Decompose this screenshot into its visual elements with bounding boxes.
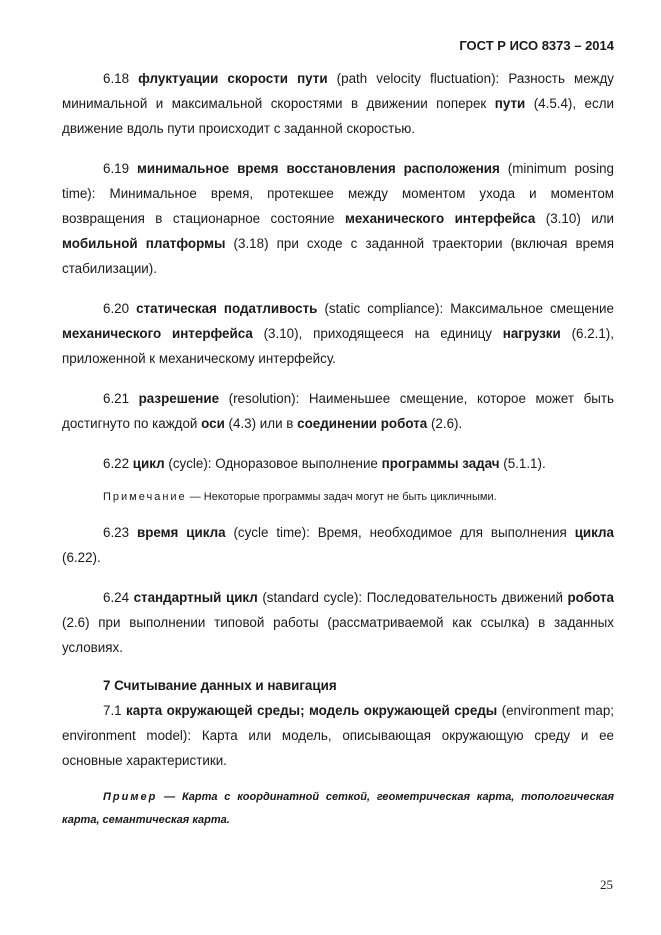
paragraph-7-1 <box>62 698 614 773</box>
text: (standard cycle): Последовательность движений <box>257 590 568 605</box>
example-text: — Карта с координатной сеткой, геометрическая карта, топологическая карта, семантическая карта. <box>62 791 614 826</box>
paragraph-6-18 <box>62 66 614 141</box>
text: (resolution): Наименьшее смещение, которое может быть достигнуто по каждой <box>62 391 614 431</box>
clause-number: 6.19 <box>103 161 130 176</box>
term: флуктуации скорости пути <box>138 71 328 86</box>
paragraph-6-21 <box>62 386 614 436</box>
clause-number: 7.1 <box>103 703 122 718</box>
term: минимальное время восстановления расположения <box>137 161 500 176</box>
text: (2.6) при выполнении типовой работы (рассматриваемой как ссылка) в заданных условиях. <box>62 615 614 655</box>
clause-number: 6.21 <box>103 391 130 406</box>
term: стандартный цикл <box>133 590 258 605</box>
text: (6.2.1), приложенной к механическому интерфейсу. <box>62 326 614 366</box>
text: (3.10) или <box>535 211 614 226</box>
text: (cycle): Одноразовое выполнение <box>164 456 382 471</box>
text: (environment map; environment model): Карта или модель, описывающая окружающую среду и ее основные характеристики. <box>62 703 614 768</box>
text: (3.18) при сходе с заданной траектории (включая время стабилизации). <box>62 236 614 276</box>
paragraph-6-20 <box>62 296 614 371</box>
text: (minimum posing time): Минимальное время, протекшее между моментом ухода и моментом возвращения в стационарное состояние <box>62 161 614 226</box>
example-7-1 <box>62 786 614 832</box>
paragraph-6-24 <box>62 585 614 660</box>
clause-number: 6.20 <box>103 301 130 316</box>
note-6-22 <box>62 489 614 505</box>
term-reference: цикла <box>574 525 614 540</box>
clause-number: 6.24 <box>103 590 130 605</box>
term: цикл <box>132 456 165 471</box>
document-body <box>62 66 614 843</box>
page-number: 25 <box>600 877 613 892</box>
term: разрешение <box>138 391 220 406</box>
text: (5.1.1). <box>499 456 546 471</box>
term: карта окружающей среды; модель окружающей среды <box>126 703 498 718</box>
example-label: Пример <box>103 791 158 803</box>
term: время цикла <box>136 525 226 540</box>
term-reference: механического интерфейса <box>344 211 536 226</box>
term-reference: соединении робота <box>297 416 428 431</box>
term-reference: нагрузки <box>502 326 561 341</box>
term-reference: механического интерфейса <box>62 326 253 341</box>
note-label: Примечание <box>103 491 187 503</box>
term-reference: пути <box>494 96 526 111</box>
text: (4.3) или в <box>224 416 298 431</box>
clause-number: 6.23 <box>103 525 130 540</box>
text: (3.10), приходящееся на единицу <box>252 326 503 341</box>
term-reference: оси <box>201 416 225 431</box>
paragraph-6-19 <box>62 156 614 281</box>
paragraph-6-22 <box>62 451 614 476</box>
text: (path velocity fluctuation): Разность между минимальной и максимальной скоростями в движении поперек <box>62 71 614 111</box>
paragraph-6-23 <box>62 520 614 570</box>
term: статическая податливость <box>136 301 318 316</box>
text: (static compliance): Максимальное смещение <box>317 301 614 316</box>
clause-number: 6.22 <box>103 456 130 471</box>
term-reference: мобильной платформы <box>62 236 226 251</box>
clause-number: 6.18 <box>103 71 130 86</box>
text: (4.5.4), если движение вдоль пути происходит с заданной скоростью. <box>62 96 614 136</box>
section-7-heading: 7 Считывание данных и навигация <box>103 678 337 693</box>
text: (6.22). <box>62 550 101 565</box>
term-reference: программы задач <box>381 456 500 471</box>
term-reference: робота <box>567 590 614 605</box>
text: (2.6). <box>427 416 463 431</box>
text: (cycle time): Время, необходимое для выполнения <box>225 525 575 540</box>
document-header: ГОСТ Р ИСО 8373 – 2014 <box>459 38 614 53</box>
note-text: — Некоторые программы задач могут не быть цикличными. <box>186 491 497 503</box>
